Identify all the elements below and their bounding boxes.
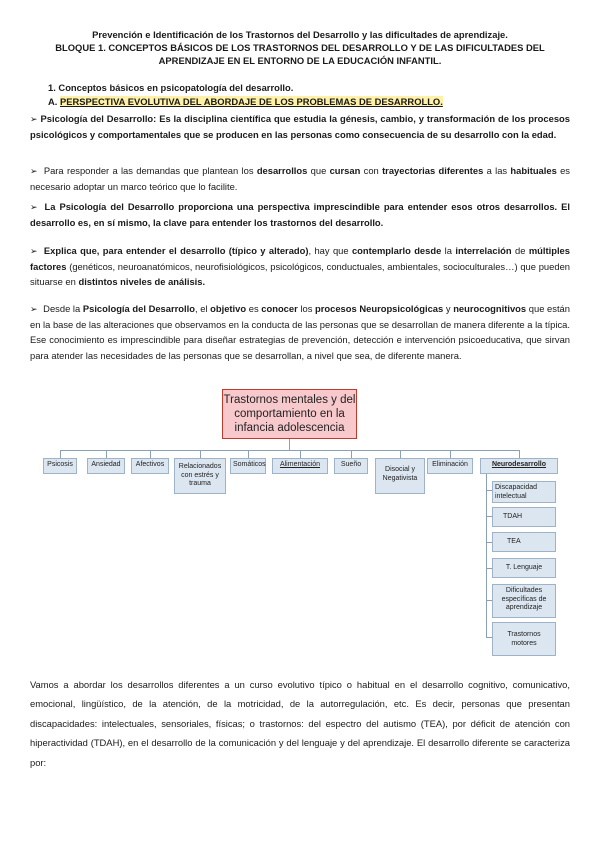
list-item-perspective	[48, 95, 443, 109]
connector-line	[60, 450, 520, 451]
arrow-bullet-icon: ➢	[30, 304, 38, 314]
text-bold: cursan	[329, 165, 361, 176]
course-title: Prevención e Identificación de los Trastornos del Desarrollo y las dificultades de aprendizaje.	[92, 29, 508, 40]
connector-line	[300, 450, 301, 458]
paragraph-demands	[30, 163, 570, 194]
subcategory-box: Discapacidad intelectual	[492, 481, 556, 503]
text: es	[246, 303, 262, 314]
text-bold: habituales	[510, 165, 557, 176]
definition-text: Psicología del Desarrollo: Es la disciplina científica que estudia la génesis, cambio, y transformación de los procesos psicológicos y comportamentales que se producen en las personas como consecuencia de su desarrollo con la edad.	[30, 113, 570, 141]
category-box: Disocial y Negativista	[375, 458, 425, 494]
text-bold: Psicología del Desarrollo	[82, 303, 195, 314]
text-bold: múltiples factores	[30, 245, 570, 273]
paragraph-objective	[30, 301, 570, 363]
text-bold: Explica que, para entender el desarrollo (típico y alterado)	[40, 245, 309, 256]
connector-line	[289, 439, 290, 450]
connector-line	[248, 450, 249, 458]
text-bold: conocer	[261, 303, 298, 314]
paragraph-explains	[30, 243, 570, 290]
subcategory-box: TDAH	[492, 507, 556, 527]
category-box: Somáticos	[230, 458, 266, 474]
text-bold: desarrollos	[256, 165, 308, 176]
text: los	[297, 303, 316, 314]
list-item-concepts: 1. Conceptos básicos en psicopatología del desarrollo.	[48, 82, 294, 93]
category-box: Sueño	[334, 458, 368, 474]
connector-line	[150, 450, 151, 458]
category-box: Alimentación	[272, 458, 328, 474]
subcategory-box: T. Lenguaje	[492, 558, 556, 578]
paragraph-differences: Vamos a abordar los desarrollos diferentes a un curso evolutivo típico o habitual en el desarrollo cognitivo, comunicativo, emocional, lingüístico, de la atención, de la motricidad, de la autorregulación, etc. Es decir, personas que presentan discapacidades: intelectuales, sensoriales, físicas; o trastornos: del espectro del autismo (TEA), por déficit de atención con hiperactividad (TDAH), en el desarrollo de la comunicación y del lenguaje y del aprendizaje. El desarrollo diferente se caracteriza por:	[30, 679, 570, 768]
text: , hay que	[308, 245, 352, 256]
category-box-neurodevelopment: Neurodesarrollo	[480, 458, 558, 474]
text-bold: distintos niveles de análisis.	[78, 276, 206, 288]
paragraph-perspective	[30, 199, 570, 230]
text: Desde la	[40, 303, 83, 314]
text: la	[441, 245, 456, 256]
text-bold: contemplarlo desde	[351, 245, 442, 256]
text: a las	[483, 165, 511, 176]
subcategory-box: TEA	[492, 532, 556, 552]
connector-line	[200, 450, 201, 458]
text: (genéticos, neuroanatómicos, neurofisiológicos, psicológicos, conductuales, ambientales, socioculturales…) que pueden situarse en	[30, 261, 570, 288]
list-item-marker: A.	[48, 96, 60, 107]
category-box: Relacionados con estrés y trauma	[174, 458, 226, 494]
text: que	[307, 165, 330, 176]
connector-line	[486, 474, 487, 638]
arrow-bullet-icon: ➢	[30, 166, 38, 176]
text: Para responder a las demandas que plantean los	[40, 165, 257, 176]
highlighted-heading: PERSPECTIVA EVOLUTIVA DEL ABORDAJE DE LOS PROBLEMAS DE DESARROLLO.	[59, 96, 443, 107]
text: con	[360, 165, 383, 176]
paragraph-definition	[30, 111, 570, 142]
arrow-bullet-icon: ➢	[30, 246, 38, 256]
arrow-bullet-icon: ➢	[30, 114, 38, 124]
category-box: Ansiedad	[87, 458, 125, 474]
text: es necesario adoptar un marco teórico que lo facilite.	[30, 165, 570, 193]
text-bold: La Psicología del Desarrollo proporciona una perspectiva imprescindible para entender esos otros desarrollos. El desarrollo es, en sí mismo, la clave para entender los trastornos del desarrollo.	[30, 201, 570, 229]
text: y	[443, 303, 454, 314]
connector-line	[106, 450, 107, 458]
text-bold: neurocognitivos	[453, 303, 527, 314]
subcategory-box: Trastornos motores	[492, 622, 556, 656]
text: de	[511, 245, 529, 256]
text: , el	[194, 303, 211, 314]
text-bold: interrelación	[455, 245, 512, 256]
arrow-bullet-icon: ➢	[30, 202, 38, 212]
category-box: Eliminación	[427, 458, 473, 474]
connector-line	[519, 450, 520, 458]
connector-line	[450, 450, 451, 458]
category-box: Psicosis	[43, 458, 77, 474]
category-box: Afectivos	[131, 458, 169, 474]
block-title-line1: BLOQUE 1. CONCEPTOS BÁSICOS DE LOS TRASTORNOS DEL DESARROLLO Y DE LAS DIFICULTADES DEL	[55, 42, 545, 53]
text-bold: trayectorias diferentes	[382, 165, 484, 176]
connector-line	[400, 450, 401, 458]
connector-line	[60, 450, 61, 458]
block-title-line2: APRENDIZAJE EN EL ENTORNO DE LA EDUCACIÓN INFANTIL.	[158, 55, 442, 66]
diagram-root-box: Trastornos mentales y del comportamiento en la infancia adolescencia	[222, 389, 357, 439]
subcategory-box: Dificultades específicas de aprendizaje	[492, 584, 556, 618]
text-bold: objetivo	[210, 303, 247, 314]
text: que están en la base de las alteraciones que observamos en la conducta de las personas que se desarrollan de manera diferente a la típica. Ese conocimiento es imprescindible para diseñar estrategias de prevención, detección e intervención psicoeducativa, que sirvan para atender las necesidades de las personas que se desarrollan, a nivel que sea, de diferente manera.	[30, 303, 570, 361]
connector-line	[351, 450, 352, 458]
text-bold: procesos Neuropsicológicas	[315, 303, 444, 314]
